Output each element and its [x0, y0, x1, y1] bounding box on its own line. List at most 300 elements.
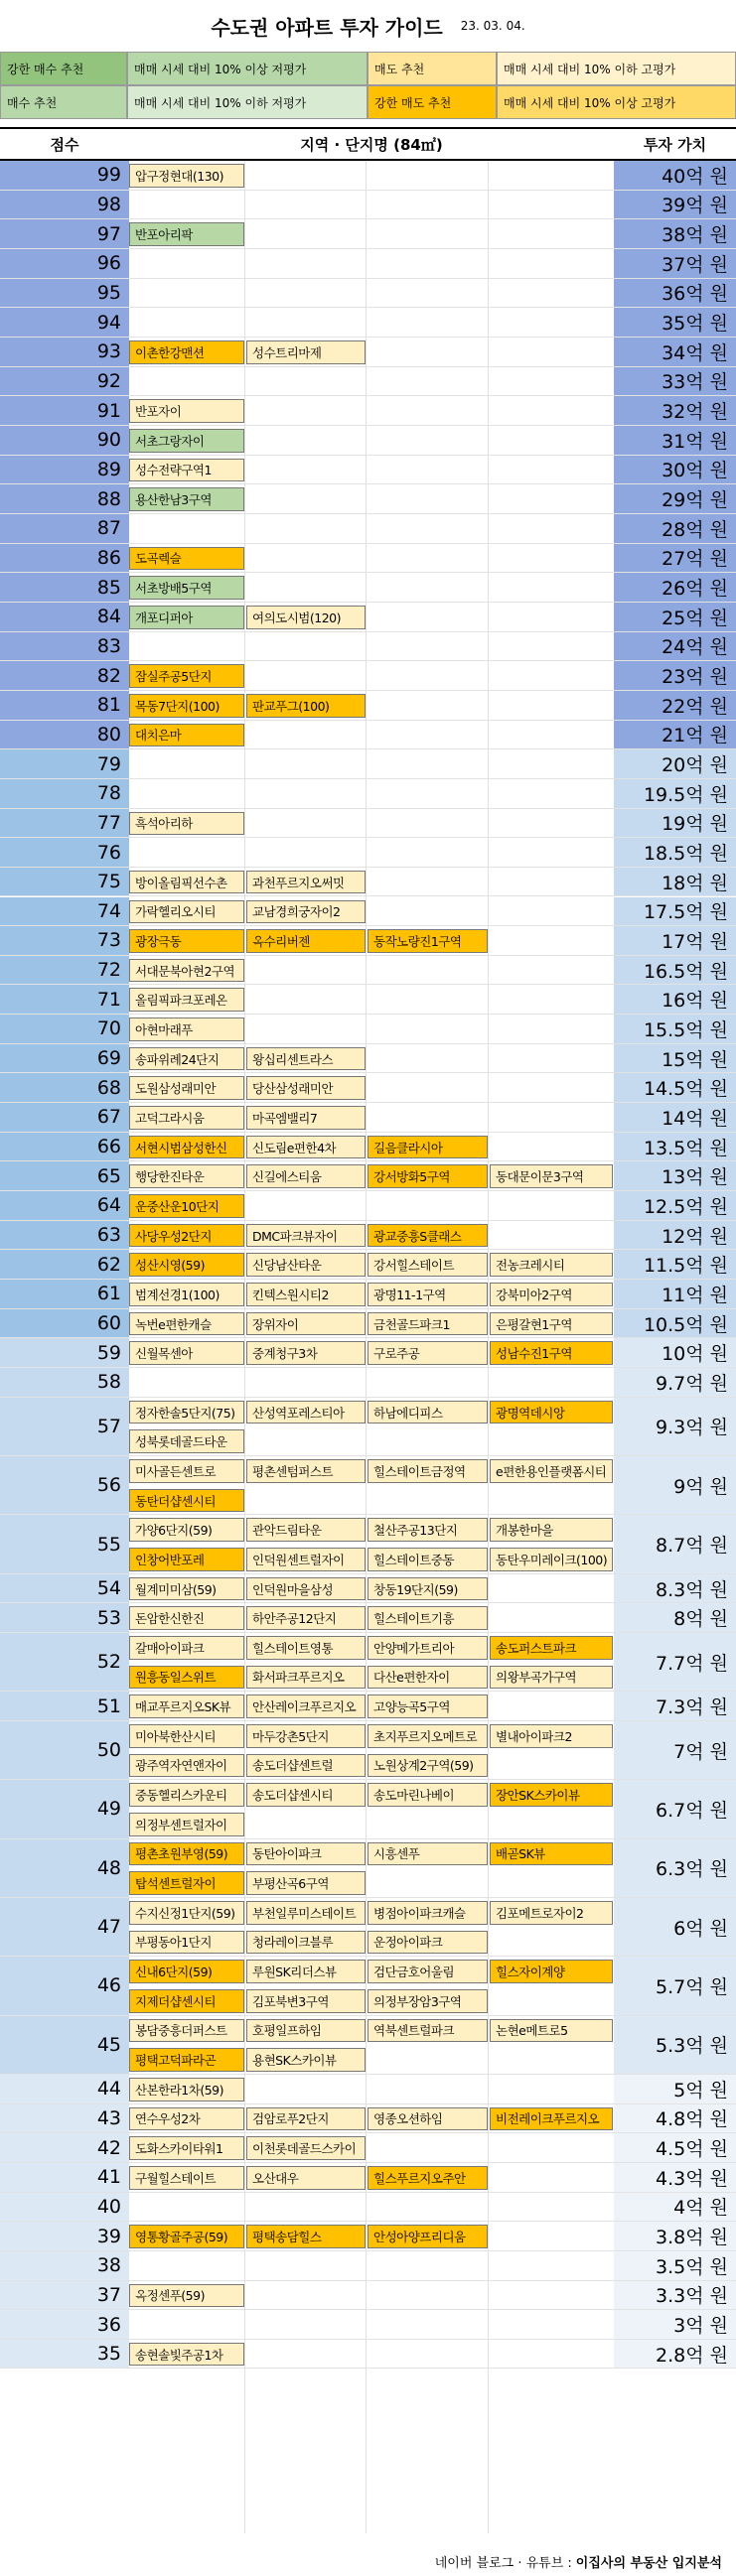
score-cell: 54	[0, 1574, 129, 1603]
value-header: 투자 가치	[643, 135, 707, 154]
apartment-cell: 장안SK스카이뷰	[490, 1783, 613, 1807]
table-row	[0, 1161, 736, 1191]
apartment-cell: 여의도시범(120)	[246, 606, 366, 629]
value-cell: 4억 원	[614, 2193, 736, 2222]
table-row	[0, 2193, 736, 2223]
score-cell: 80	[0, 721, 129, 749]
value-cell: 5억 원	[614, 2075, 736, 2103]
table-row	[0, 249, 736, 279]
table-row	[0, 1839, 736, 1898]
score-cell: 86	[0, 544, 129, 573]
value-cell: 19억 원	[614, 809, 736, 838]
table-row	[0, 897, 736, 927]
table-row	[0, 338, 736, 367]
score-cell: 78	[0, 779, 129, 808]
score-cell: 81	[0, 691, 129, 720]
apartment-cell: 중동헬리스카운티	[129, 1783, 244, 1807]
apartment-cell: 동대문이문3구역	[490, 1164, 613, 1188]
score-cell: 42	[0, 2133, 129, 2162]
value-cell: 10.5억 원	[614, 1309, 736, 1338]
apartment-cell: 이촌한강맨션	[129, 340, 244, 364]
apartment-cell: 성수트리마제	[246, 340, 366, 364]
apartment-cell: 강서방화5구역	[368, 1164, 488, 1188]
page-title-bar	[0, 0, 736, 52]
value-cell: 4.8억 원	[614, 2104, 736, 2133]
value-cell: 21억 원	[614, 721, 736, 749]
score-cell: 48	[0, 1839, 129, 1897]
apartment-cell: 마곡엠밸리7	[246, 1106, 366, 1130]
score-cell: 83	[0, 632, 129, 661]
score-cell: 74	[0, 897, 129, 926]
apartment-cell: 철산주공13단지	[368, 1518, 488, 1542]
value-cell: 9억 원	[614, 1456, 736, 1514]
apartment-cell: 배곧SK뷰	[490, 1842, 613, 1866]
apartment-cell: 하남에디피스	[368, 1401, 488, 1424]
apartment-cell: 용현SK스카이뷰	[246, 2048, 366, 2072]
apartment-cell: 운중산운10단지	[129, 1194, 244, 1218]
apartment-cell: 대치은마	[129, 724, 244, 747]
apartment-cell: 구로주공	[368, 1341, 488, 1365]
table-row	[0, 1898, 736, 1957]
table-row	[0, 2104, 736, 2134]
value-cell: 5.3억 원	[614, 2016, 736, 2074]
value-cell: 13.5억 원	[614, 1133, 736, 1161]
value-cell: 12억 원	[614, 1221, 736, 1250]
apartment-cell: 의정부센트럴자이	[129, 1813, 244, 1836]
table-header	[0, 127, 736, 161]
apartment-cell: 전농크레시티	[490, 1253, 613, 1277]
score-cell: 84	[0, 603, 129, 631]
apartment-cell: 옥정센푸(59)	[129, 2284, 244, 2308]
apartment-cell: 의왕부곡가구역	[490, 1666, 613, 1690]
apartment-cell: 압구정현대(130)	[129, 164, 244, 188]
apartment-cell: 평촌초원부영(59)	[129, 1842, 244, 1866]
table-row	[0, 691, 736, 721]
apartment-cell: 평택고덕파라곤	[129, 2048, 244, 2072]
apartment-cell: 역북센트럴파크	[368, 2019, 488, 2043]
score-cell: 58	[0, 1368, 129, 1397]
value-cell: 38억 원	[614, 219, 736, 248]
apartment-cell: 동탄아이파크	[246, 1842, 366, 1866]
table-row	[0, 191, 736, 220]
score-cell: 38	[0, 2251, 129, 2280]
score-cell: 61	[0, 1280, 129, 1308]
table-row	[0, 1250, 736, 1280]
value-cell: 4.3억 원	[614, 2163, 736, 2192]
value-cell: 7억 원	[614, 1721, 736, 1779]
table-row	[0, 926, 736, 956]
table-row	[0, 396, 736, 426]
apartment-cell: 지제더샵센시티	[129, 1989, 244, 2013]
page-date: 23. 03. 04.	[460, 19, 525, 33]
apartment-cell: 성북롯데골드타운	[129, 1429, 244, 1453]
apartment-cell: 김포북변3구역	[246, 1989, 366, 2013]
table-row	[0, 1515, 736, 1573]
value-cell: 9.3억 원	[614, 1398, 736, 1455]
table-row	[0, 1191, 736, 1221]
apartment-cell: 호평일프하임	[246, 2019, 366, 2043]
page-title: 수도권 아파트 투자 가이드	[211, 15, 443, 40]
table-row	[0, 2251, 736, 2281]
value-cell: 17억 원	[614, 926, 736, 955]
footer-brand: 이집사의 부동산 입지분석	[575, 2555, 722, 2571]
table-row	[0, 573, 736, 603]
score-cell: 36	[0, 2310, 129, 2339]
apartment-cell: 잠실주공5단지	[129, 664, 244, 688]
score-cell: 79	[0, 749, 129, 778]
legend-strong-buy-desc: 매매 시세 대비 10% 이상 저평가	[127, 52, 368, 85]
score-cell: 35	[0, 2340, 129, 2369]
value-cell: 33억 원	[614, 367, 736, 396]
apartment-cell: 광주역자연앤자이	[129, 1754, 244, 1778]
table-row	[0, 661, 736, 691]
apartment-cell: 성남수진1구역	[490, 1341, 613, 1365]
score-cell: 49	[0, 1780, 129, 1837]
score-cell: 46	[0, 1957, 129, 2014]
score-cell: 95	[0, 279, 129, 308]
apartment-cell: 녹번e편한캐슬	[129, 1312, 244, 1336]
apartment-cell: 신길에스티움	[246, 1164, 366, 1188]
value-cell: 18억 원	[614, 868, 736, 896]
apartment-cell: 부평동아1단지	[129, 1931, 244, 1955]
legend-strong-sell-label: 강한 매도 추천	[368, 85, 497, 119]
apartment-cell: 동작노량진1구역	[368, 929, 488, 953]
value-cell: 7.3억 원	[614, 1692, 736, 1720]
table-row	[0, 514, 736, 544]
score-cell: 90	[0, 426, 129, 455]
apartment-cell: 시흥센푸	[368, 1842, 488, 1866]
value-cell: 12.5억 원	[614, 1191, 736, 1220]
legend-strong-sell-desc: 매매 시세 대비 10% 이상 고평가	[497, 85, 736, 119]
apartment-cell: 방이올림픽선수촌	[129, 871, 244, 894]
apartment-cell: 월계미미삼(59)	[129, 1577, 244, 1601]
table-row	[0, 1309, 736, 1339]
value-cell: 3.3억 원	[614, 2281, 736, 2310]
score-cell: 50	[0, 1721, 129, 1779]
apartment-cell: 가락헬리오시티	[129, 900, 244, 924]
value-cell: 37억 원	[614, 249, 736, 278]
table-row	[0, 1133, 736, 1162]
apartment-cell: 별내아이파크2	[490, 1724, 613, 1748]
value-cell: 15억 원	[614, 1044, 736, 1073]
apartment-cell: 도화스카이타워1	[129, 2136, 244, 2160]
apartment-cell: 영통황골주공(59)	[129, 2225, 244, 2248]
apartment-cell: 광장극동	[129, 929, 244, 953]
apartment-cell: 힐스테이트기흥	[368, 1606, 488, 1630]
apartment-cell: 성산시영(59)	[129, 1253, 244, 1277]
apartment-cell: 김포메트로자이2	[490, 1901, 613, 1925]
score-cell: 69	[0, 1044, 129, 1073]
apartment-cell: 힐스푸르지오주안	[368, 2166, 488, 2190]
value-cell: 39억 원	[614, 191, 736, 219]
apartment-cell: 마두강촌5단지	[246, 1724, 366, 1748]
apartment-cell: 산성역포레스티아	[246, 1401, 366, 1424]
table-row	[0, 809, 736, 839]
score-cell: 64	[0, 1191, 129, 1220]
apartment-cell: 송도마린나베이	[368, 1783, 488, 1807]
value-cell: 11.5억 원	[614, 1250, 736, 1279]
region-header: 지역 · 단지명 (84㎡)	[300, 135, 443, 154]
table-row	[0, 367, 736, 397]
legend-strong-buy-label: 강한 매수 추천	[0, 52, 127, 85]
apartment-cell: 강서힐스테이트	[368, 1253, 488, 1277]
value-cell: 19.5억 원	[614, 779, 736, 808]
table-row	[0, 1780, 736, 1838]
table-row	[0, 1015, 736, 1044]
value-cell: 14.5억 원	[614, 1073, 736, 1102]
table-row	[0, 779, 736, 809]
apartment-cell: 힐스자이계양	[490, 1960, 613, 1983]
apartment-cell: 금천골드파크1	[368, 1312, 488, 1336]
apartment-cell: 관악드림타운	[246, 1518, 366, 1542]
table-row	[0, 2016, 736, 2075]
table-row	[0, 544, 736, 574]
score-cell: 97	[0, 219, 129, 248]
value-cell: 31억 원	[614, 426, 736, 455]
score-cell: 98	[0, 191, 129, 219]
value-cell: 24억 원	[614, 632, 736, 661]
apartment-cell: DMC파크뷰자이	[246, 1224, 366, 1248]
value-cell: 27억 원	[614, 544, 736, 573]
table-row	[0, 838, 736, 868]
table-row	[0, 1957, 736, 2015]
apartment-cell: 강북미아2구역	[490, 1283, 613, 1306]
table-row	[0, 1221, 736, 1251]
apartment-cell: 은평갈현1구역	[490, 1312, 613, 1336]
apartment-cell: 송파위례24단지	[129, 1047, 244, 1071]
table-row	[0, 2075, 736, 2104]
apartment-cell: 목동7단지(100)	[129, 694, 244, 718]
table-row	[0, 1633, 736, 1692]
table-row	[0, 1073, 736, 1103]
apartment-cell: 판교푸그(100)	[246, 694, 366, 718]
score-cell: 89	[0, 456, 129, 484]
value-cell: 6.7억 원	[614, 1780, 736, 1837]
apartment-cell: 인덕원마을삼성	[246, 1577, 366, 1601]
score-cell: 99	[0, 161, 129, 190]
apartment-cell: 행당한진타운	[129, 1164, 244, 1188]
apartment-cell: 광명역데시앙	[490, 1401, 613, 1424]
apartment-cell: 창동19단지(59)	[368, 1577, 488, 1601]
score-cell: 43	[0, 2104, 129, 2133]
apartment-cell: 신월목센아	[129, 1341, 244, 1365]
apartment-cell: 개봉한마을	[490, 1518, 613, 1542]
score-cell: 37	[0, 2281, 129, 2310]
value-cell: 34억 원	[614, 338, 736, 366]
value-cell: 3.5억 원	[614, 2251, 736, 2280]
apartment-cell: 서현시범삼성한신	[129, 1136, 244, 1159]
apartment-cell: 범계선경1(100)	[129, 1283, 244, 1306]
apartment-cell: 매교푸르지오SK뷰	[129, 1695, 244, 1718]
apartment-cell: 사당우성2단지	[129, 1224, 244, 1248]
apartment-cell: 힐스테이트영통	[246, 1636, 366, 1660]
apartment-cell: 원흥동일스위트	[129, 1666, 244, 1690]
apartment-cell: 광명11-1구역	[368, 1283, 488, 1306]
table-row	[0, 956, 736, 986]
value-cell: 2.8억 원	[614, 2340, 736, 2369]
score-cell: 72	[0, 956, 129, 985]
apartment-cell: 중계청구3차	[246, 1341, 366, 1365]
table-row	[0, 1574, 736, 1604]
table-row	[0, 603, 736, 632]
value-cell: 8.7억 원	[614, 1515, 736, 1572]
table-row	[0, 484, 736, 514]
value-cell: 11억 원	[614, 1280, 736, 1308]
apartment-cell: 인덕원센트럴자이	[246, 1548, 366, 1571]
apartment-cell: 정자한솔5단지(75)	[129, 1401, 244, 1424]
score-cell: 55	[0, 1515, 129, 1572]
value-cell: 22억 원	[614, 691, 736, 720]
apartment-cell: 오산대우	[246, 2166, 366, 2190]
value-cell: 18.5억 원	[614, 838, 736, 867]
apartment-cell: 장위자이	[246, 1312, 366, 1336]
value-cell: 26억 원	[614, 573, 736, 602]
score-cell: 68	[0, 1073, 129, 1102]
table-row	[0, 721, 736, 750]
apartment-cell: 킨텍스원시티2	[246, 1283, 366, 1306]
apartment-cell: 가양6단지(59)	[129, 1518, 244, 1542]
apartment-cell: 고양능곡5구역	[368, 1695, 488, 1718]
apartment-cell: 안성아양프리디움	[368, 2225, 488, 2248]
value-cell: 8억 원	[614, 1603, 736, 1632]
apartment-cell: 힐스테이트중동	[368, 1548, 488, 1571]
apartment-cell: 봉담중흥더퍼스트	[129, 2019, 244, 2043]
score-cell: 67	[0, 1103, 129, 1132]
footer-prefix: 네이버 블로그 · 유튜브 :	[434, 2555, 572, 2571]
score-cell: 41	[0, 2163, 129, 2192]
table-row	[0, 456, 736, 485]
score-cell: 63	[0, 1221, 129, 1250]
apartment-cell: 송도더샵센트럴	[246, 1754, 366, 1778]
apartment-cell: 개포디퍼아	[129, 606, 244, 629]
value-cell: 25억 원	[614, 603, 736, 631]
value-cell: 15.5억 원	[614, 1015, 736, 1043]
apartment-cell: 송현솔빛주공1차	[129, 2343, 244, 2367]
apartment-cell: 서초그랑자이	[129, 429, 244, 453]
apartment-cell: 탑석센트럴자이	[129, 1871, 244, 1895]
apartment-cell: 길음클라시아	[368, 1136, 488, 1159]
table-row	[0, 2222, 736, 2251]
apartment-cell: 도곡렉슬	[129, 547, 244, 571]
score-cell: 57	[0, 1398, 129, 1455]
apartment-cell: 인창어반포레	[129, 1548, 244, 1571]
apartment-cell: 검단금호어울림	[368, 1960, 488, 1983]
apartment-cell: 연수우성2차	[129, 2107, 244, 2131]
apartment-cell: 신내6단지(59)	[129, 1960, 244, 1983]
apartment-cell: 송도더샵센시티	[246, 1783, 366, 1807]
table-row	[0, 308, 736, 338]
legend-buy-desc: 매매 시세 대비 10% 이하 저평가	[127, 85, 368, 119]
score-header: 점수	[50, 135, 79, 154]
table-row	[0, 426, 736, 456]
table-row	[0, 1368, 736, 1398]
apartment-cell: 왕십리센트라스	[246, 1047, 366, 1071]
apartment-cell: 당산삼성래미안	[246, 1076, 366, 1100]
value-cell: 9.7억 원	[614, 1368, 736, 1397]
value-cell: 5.7억 원	[614, 1957, 736, 2014]
apartment-cell: 미사골든센트로	[129, 1459, 244, 1483]
apartment-cell: 안산레이크푸르지오	[246, 1695, 366, 1718]
table-row	[0, 1398, 736, 1456]
apartment-cell: 비전레이크푸르지오	[490, 2107, 613, 2131]
table-row	[0, 1103, 736, 1133]
apartment-cell: 힐스테이트금정역	[368, 1459, 488, 1483]
legend	[0, 52, 736, 121]
table-row	[0, 1721, 736, 1780]
score-cell: 51	[0, 1692, 129, 1720]
value-cell: 3.8억 원	[614, 2222, 736, 2250]
apartment-cell: 동탄우미레이크(100)	[490, 1548, 613, 1571]
apartment-cell: 교남경희궁자이2	[246, 900, 366, 924]
apartment-cell: 의정부장암3구역	[368, 1989, 488, 2013]
table-row	[0, 219, 736, 249]
apartment-cell: 논현e메트로5	[490, 2019, 613, 2043]
apartment-cell: 서초방배5구역	[129, 576, 244, 600]
score-cell: 59	[0, 1338, 129, 1367]
apartment-cell: 화서파크푸르지오	[246, 1666, 366, 1690]
table-row	[0, 161, 736, 191]
apartment-cell: 청라레이크블루	[246, 1931, 366, 1955]
apartment-cell: 갈매아이파크	[129, 1636, 244, 1660]
apartment-cell: 흑석아리하	[129, 812, 244, 836]
apartment-cell: 돈암한신한진	[129, 1606, 244, 1630]
score-cell: 87	[0, 514, 129, 543]
footer	[0, 2546, 736, 2576]
legend-sell-desc: 매매 시세 대비 10% 이하 고평가	[497, 52, 736, 85]
score-cell: 45	[0, 2016, 129, 2074]
apartment-cell: 송도퍼스트파크	[490, 1636, 613, 1660]
value-cell: 10억 원	[614, 1338, 736, 1367]
value-cell: 17.5억 원	[614, 897, 736, 926]
score-cell: 96	[0, 249, 129, 278]
score-cell: 75	[0, 868, 129, 896]
table-row	[0, 1338, 736, 1368]
score-cell: 52	[0, 1633, 129, 1691]
apartment-cell: 반포자이	[129, 399, 244, 423]
score-cell: 44	[0, 2075, 129, 2103]
apartment-cell: 검암로푸2단지	[246, 2107, 366, 2131]
apartment-cell: 부천일루미스테이트	[246, 1901, 366, 1925]
apartment-cell: 도원삼성래미안	[129, 1076, 244, 1100]
score-cell: 92	[0, 367, 129, 396]
table-row	[0, 2340, 736, 2370]
apartment-cell: 반포아리팍	[129, 222, 244, 246]
score-cell: 93	[0, 338, 129, 366]
apartment-cell: 노원상계2구역(59)	[368, 1754, 488, 1778]
score-cell: 39	[0, 2222, 129, 2250]
score-cell: 40	[0, 2193, 129, 2222]
score-cell: 53	[0, 1603, 129, 1632]
apartment-cell: 구월힐스테이트	[129, 2166, 244, 2190]
score-cell: 82	[0, 661, 129, 690]
value-cell: 35억 원	[614, 308, 736, 337]
value-cell: 32억 원	[614, 396, 736, 425]
apartment-cell: 아현마래푸	[129, 1017, 244, 1041]
table-row	[0, 2281, 736, 2311]
apartment-cell: 용산한남3구역	[129, 487, 244, 511]
apartment-cell: 서대문북아현2구역	[129, 959, 244, 983]
table-row	[0, 2310, 736, 2340]
table-row	[0, 1692, 736, 1721]
score-cell: 62	[0, 1250, 129, 1279]
apartment-cell: 부평산곡6구역	[246, 1871, 366, 1895]
value-cell: 16억 원	[614, 985, 736, 1014]
score-cell: 47	[0, 1898, 129, 1956]
score-cell: 73	[0, 926, 129, 955]
score-cell: 85	[0, 573, 129, 602]
apartment-cell: e편한용인플랫폼시티	[490, 1459, 613, 1483]
table-row	[0, 279, 736, 309]
